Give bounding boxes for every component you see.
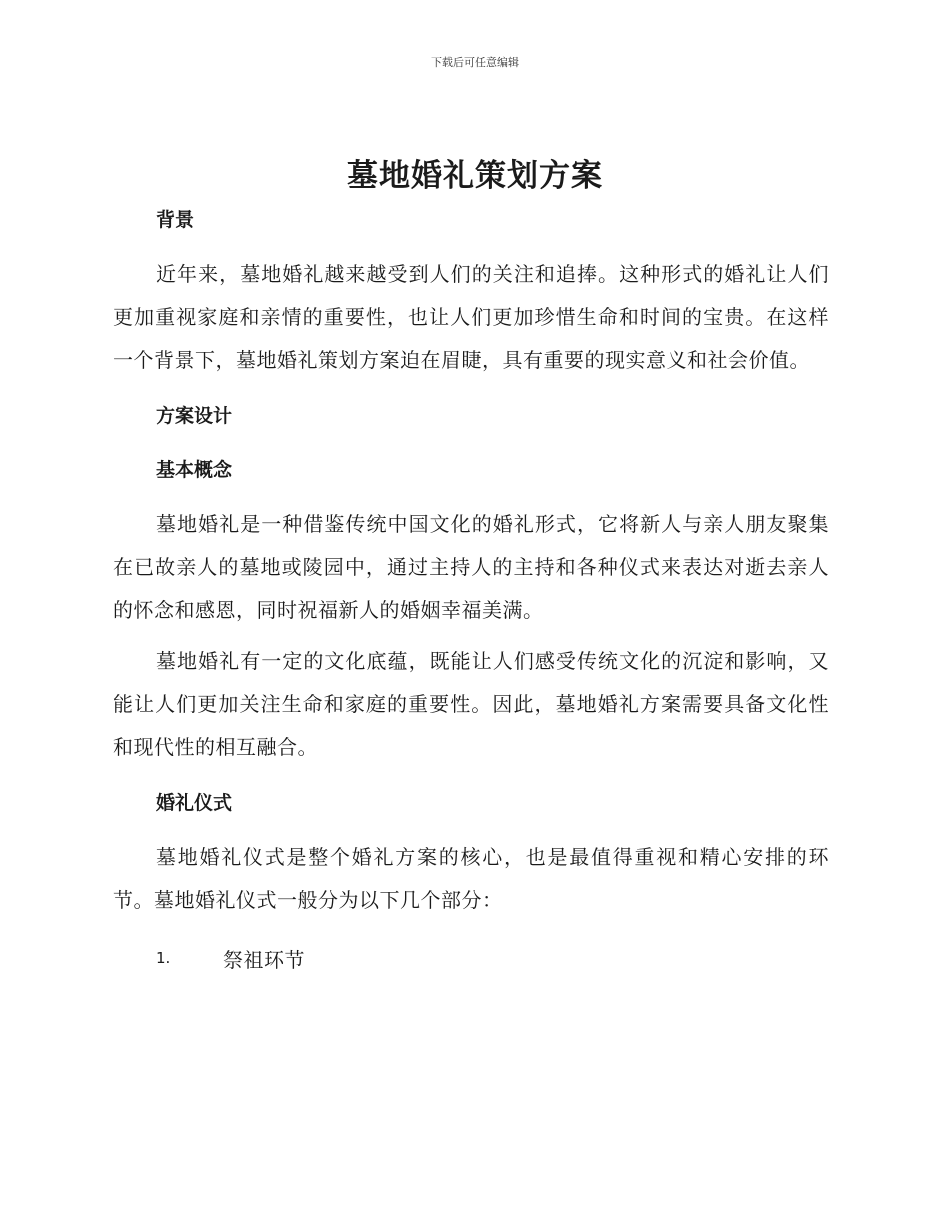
list-item-text: 祭祖环节: [223, 947, 305, 972]
heading-concept: 基本概念: [156, 459, 233, 481]
list-item: [113, 936, 829, 980]
paragraph-ceremony: 墓地婚礼仪式是整个婚礼方案的核心，也是最值得重视和精心安排的环节。墓地婚礼仪式一般分为以下几个部分：: [113, 845, 829, 912]
list-item-number: 1.: [156, 949, 171, 967]
paragraph-background: 近年来，墓地婚礼越来越受到人们的关注和追捧。这种形式的婚礼让人们更加重视家庭和亲情的重要性，也让人们更加珍惜生命和时间的宝贵。在这样一个背景下，墓地婚礼策划方案迫在眉睫，具有重要的现实意义和社会价值。: [113, 262, 829, 372]
heading-background: 背景: [156, 209, 195, 231]
paragraph-concept-2: 墓地婚礼有一定的文化底蕴，既能让人们感受传统文化的沉淀和影响，又能让人们更加关注生命和家庭的重要性。因此，墓地婚礼方案需要具备文化性和现代性的相互融合。: [113, 649, 829, 759]
heading-design: 方案设计: [156, 405, 233, 427]
document-body: [113, 200, 829, 980]
header-note: 下载后可任意编辑: [431, 56, 519, 69]
paragraph-concept-1: 墓地婚礼是一种借鉴传统中国文化的婚礼形式，它将新人与亲人朋友聚集在已故亲人的墓地或陵园中，通过主持人的主持和各种仪式来表达对逝去亲人的怀念和感恩，同时祝福新人的婚姻幸福美满。: [113, 512, 829, 622]
heading-ceremony: 婚礼仪式: [156, 792, 233, 814]
document-title: 墓地婚礼策划方案: [347, 158, 603, 194]
